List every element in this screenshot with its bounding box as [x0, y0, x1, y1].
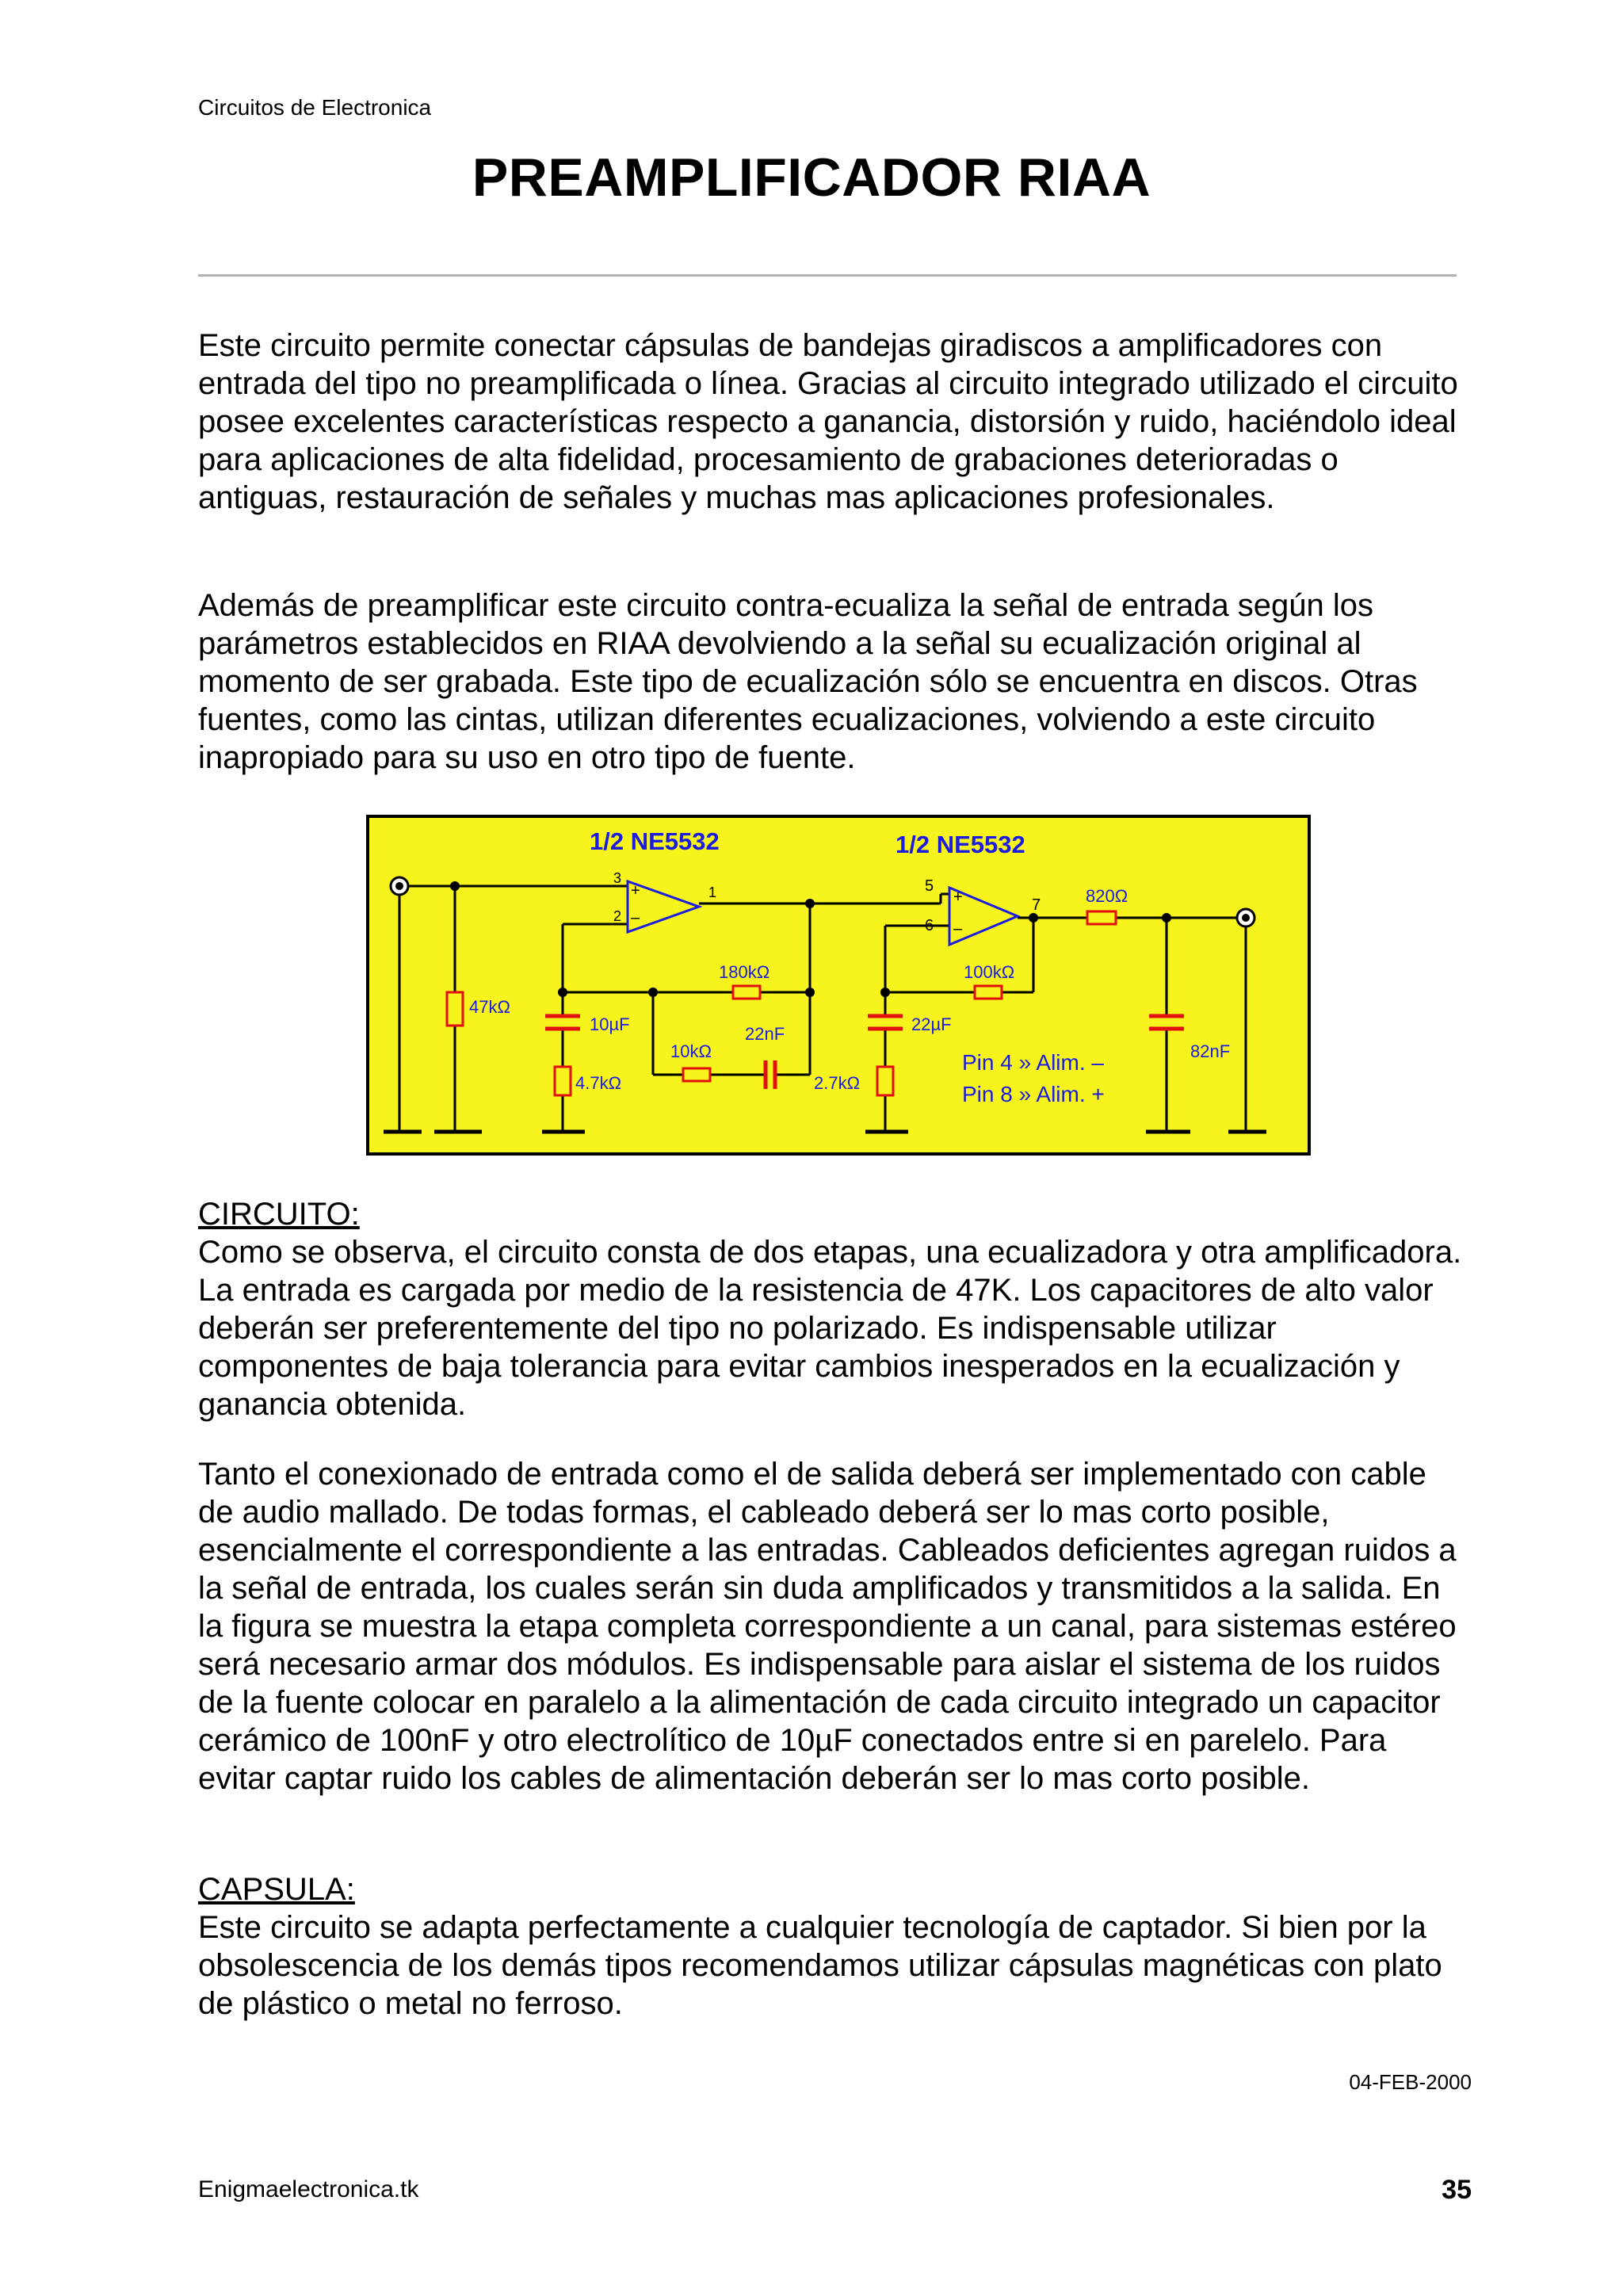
note-pin8: Pin 8 » Alim. + — [962, 1082, 1105, 1106]
opamp2-plus: + — [953, 888, 963, 906]
opamp2-label: 1/2 NE5532 — [896, 831, 1025, 858]
pin-2-label: 2 — [613, 908, 622, 924]
label-10k: 10kΩ — [670, 1041, 712, 1061]
schematic-background — [368, 816, 1309, 1154]
label-10u: 10µF — [590, 1014, 630, 1034]
footer-site: Enigmaelectronica.tk — [198, 2176, 419, 2202]
intro-paragraph: Este circuito permite conectar cápsulas de bandejas giradiscos a amplificadores con entrada del tipo no preamplificada o línea. Gracias al circuito integrado utilizado el circuito posee excelentes características respecto a ganancia, distorsión y ruido, haciéndolo ideal para aplicaciones de alta fidelidad, procesamiento de grabaciones deterioradas o antiguas, restauración de señales y muchas mas aplicaciones profesionales. — [198, 328, 1458, 515]
output-terminal — [1237, 909, 1254, 926]
page-number: 35 — [1442, 2175, 1472, 2205]
label-47k: 47kΩ — [469, 997, 510, 1017]
riaa-paragraph: Además de preamplificar este circuito contra-ecualiza la señal de entrada según los parámetros establecidos en RIAA devolviendo a la señal su ecualización original al momento de ser grabada. Este tipo de ecualización sólo se encuentra en discos. Otras fuentes, como las cintas, utilizan diferentes ecualizaciones, volviendo a este circuito inapropiado para su uso en otro tipo de fuente. — [198, 588, 1418, 775]
label-22u: 22µF — [911, 1014, 952, 1034]
pin-1-label: 1 — [708, 884, 717, 900]
label-82n: 82nF — [1190, 1041, 1231, 1061]
capsule-paragraph: Este circuito se adapta perfectamente a cualquier tecnología de captador. Si bien por la obsolescencia de los demás tipos recomendamos utilizar cápsulas magnéticas con plato de plástico o metal no ferroso. — [198, 1910, 1442, 2021]
pin-7-label: 7 — [1032, 896, 1041, 914]
label-2k7: 2.7kΩ — [814, 1073, 861, 1093]
label-820: 820Ω — [1086, 886, 1128, 906]
page-title: PREAMPLIFICADOR RIAA — [472, 147, 1151, 208]
running-header: Circuitos de Electronica — [198, 95, 432, 120]
label-180k: 180kΩ — [719, 962, 770, 982]
input-terminal — [391, 877, 408, 895]
pin-5-label: 5 — [925, 877, 934, 895]
opamp1-plus: + — [631, 882, 640, 900]
document-date: 04-FEB-2000 — [1349, 2070, 1472, 2094]
pin-3-label: 3 — [613, 870, 622, 886]
note-pin4: Pin 4 » Alim. – — [962, 1050, 1104, 1075]
label-100k: 100kΩ — [964, 962, 1015, 982]
opamp2-minus: – — [953, 920, 963, 938]
label-22n: 22nF — [745, 1024, 785, 1044]
wiring-paragraph: Tanto el conexionado de entrada como el de salida deberá ser implementado con cable de audio mallado. De todas formas, el cableado deberá ser lo mas corto posible, esencialmente el correspondiente a las entradas. Cableados deficientes agregan ruidos a la señal de entrada, los cuales serán sin duda amplificados y transmitidos a la salida. En la figura se muestra la etapa completa correspondiente a un canal, para sistemas estéreo será necesario armar dos módulos. Es indispensable para aislar el sistema de los ruidos de la fuente colocar en paralelo a la alimentación de cada circuito integrado un capacitor cerámico de 100nF y otro electrolítico de 10µF conectados entre si en parelelo. Para evitar captar ruido los cables de alimentación deberán ser lo mas corto posible. — [198, 1457, 1457, 1796]
circuit-schematic — [366, 815, 1311, 1156]
label-4k7: 4.7kΩ — [575, 1073, 622, 1093]
section-heading-capsula: CAPSULA: — [198, 1872, 355, 1907]
section-heading-circuito: CIRCUITO: — [198, 1197, 360, 1232]
title-divider — [198, 274, 1457, 277]
opamp1-minus: – — [631, 909, 640, 926]
pin-6-label: 6 — [925, 917, 934, 934]
opamp1-label: 1/2 NE5532 — [590, 827, 720, 855]
circuit-paragraph: Como se observa, el circuito consta de dos etapas, una ecualizadora y otra amplificadora. La entrada es cargada por medio de la resistencia de 47K. Los capacitores de alto valor deberán ser preferentemente del tipo no polarizado. Es indispensable utilizar componentes de baja tolerancia para evitar cambios inesperados en la ecualización y ganancia obtenida. — [198, 1235, 1462, 1422]
